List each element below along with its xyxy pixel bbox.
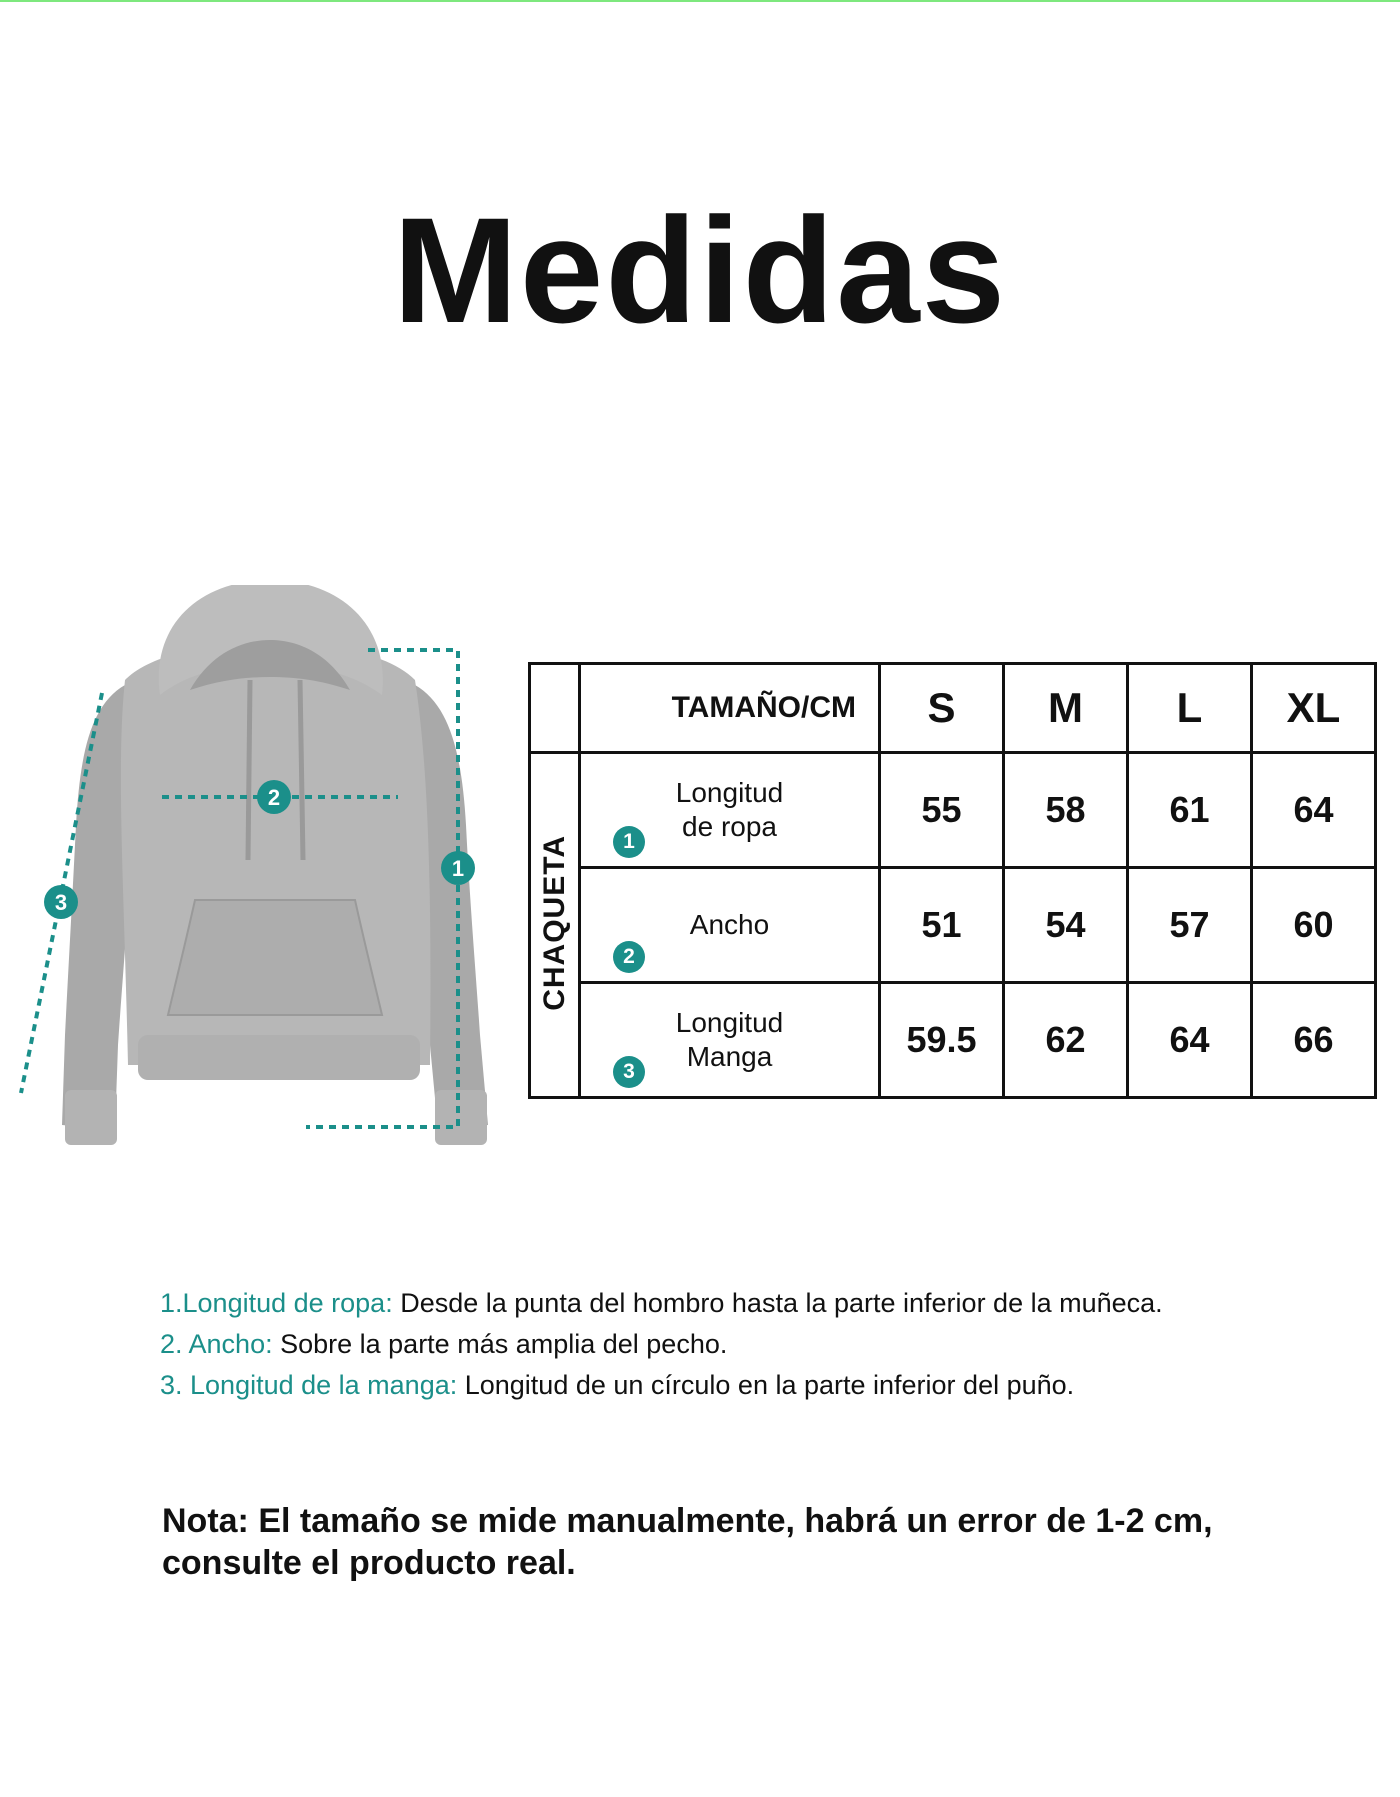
category-label: CHAQUETA bbox=[537, 834, 571, 1011]
description-key: 1.Longitud de ropa: bbox=[160, 1288, 393, 1318]
row-label-clothing-length bbox=[580, 753, 880, 868]
row-label-width bbox=[580, 868, 880, 983]
table-row bbox=[530, 753, 1376, 868]
row-label-sleeve-length bbox=[580, 983, 880, 1098]
table-corner-cell bbox=[530, 664, 580, 753]
category-cell bbox=[530, 753, 580, 1098]
table-cell: 59.5 bbox=[880, 983, 1004, 1098]
description-item bbox=[160, 1283, 1380, 1324]
table-cell: 57 bbox=[1128, 868, 1252, 983]
note-line1: Nota: El tamaño se mide manualmente, habrá un error de 1-2 cm, bbox=[162, 1502, 1213, 1540]
table-header-row bbox=[530, 664, 1376, 753]
marker-2-icon bbox=[257, 780, 291, 814]
hoodie-diagram bbox=[10, 585, 510, 1165]
measurement-note bbox=[162, 1500, 1382, 1584]
description-text: Desde la punta del hombro hasta la parte inferior de la muñeca. bbox=[392, 1288, 1163, 1318]
svg-text:3: 3 bbox=[54, 890, 68, 915]
description-item bbox=[160, 1324, 1380, 1365]
description-text: Sobre la parte más amplia del pecho. bbox=[272, 1329, 728, 1359]
hoodie-pocket bbox=[168, 900, 382, 1015]
table-cell: 64 bbox=[1252, 753, 1376, 868]
row-number-badge: 2 bbox=[613, 941, 645, 973]
top-accent-line bbox=[0, 0, 1400, 2]
table-cell: 61 bbox=[1128, 753, 1252, 868]
table-cell: 64 bbox=[1128, 983, 1252, 1098]
size-header-m: M bbox=[1004, 664, 1128, 753]
description-key: 3. Longitud de la manga: bbox=[160, 1370, 458, 1400]
table-row bbox=[530, 983, 1376, 1098]
description-key: 2. Ancho: bbox=[160, 1329, 273, 1359]
svg-text:1: 1 bbox=[451, 856, 465, 881]
description-item bbox=[160, 1365, 1380, 1406]
row-label-line2: de ropa bbox=[682, 811, 777, 842]
table-cell: 62 bbox=[1004, 983, 1128, 1098]
header-label: TAMAÑO/CM bbox=[580, 664, 880, 753]
table-cell: 58 bbox=[1004, 753, 1128, 868]
table-cell: 60 bbox=[1252, 868, 1376, 983]
note-line2: consulte el producto real. bbox=[162, 1544, 576, 1582]
size-header-xl: XL bbox=[1252, 664, 1376, 753]
table-cell: 51 bbox=[880, 868, 1004, 983]
table-cell: 66 bbox=[1252, 983, 1376, 1098]
row-label-line1: Ancho bbox=[689, 909, 770, 941]
size-header-s: S bbox=[880, 664, 1004, 753]
svg-text:2: 2 bbox=[267, 785, 281, 810]
table-cell: 55 bbox=[880, 753, 1004, 868]
table-cell: 54 bbox=[1004, 868, 1128, 983]
marker-3-icon bbox=[44, 885, 78, 919]
marker-1-icon bbox=[441, 851, 475, 885]
description-text: Longitud de un círculo en la parte inferior del puño. bbox=[457, 1370, 1075, 1400]
page-title: Medidas bbox=[392, 186, 1008, 354]
table-row bbox=[530, 868, 1376, 983]
size-header-l: L bbox=[1128, 664, 1252, 753]
row-label-line1: Longitud bbox=[675, 1007, 784, 1039]
row-number-badge: 1 bbox=[613, 826, 645, 858]
row-label-line2: Manga bbox=[686, 1041, 773, 1072]
hoodie-waistband bbox=[138, 1035, 420, 1080]
row-number-badge: 3 bbox=[613, 1056, 645, 1088]
size-table bbox=[528, 662, 1377, 1099]
row-label-line1: Longitud bbox=[675, 777, 784, 809]
measurement-descriptions bbox=[160, 1283, 1380, 1406]
